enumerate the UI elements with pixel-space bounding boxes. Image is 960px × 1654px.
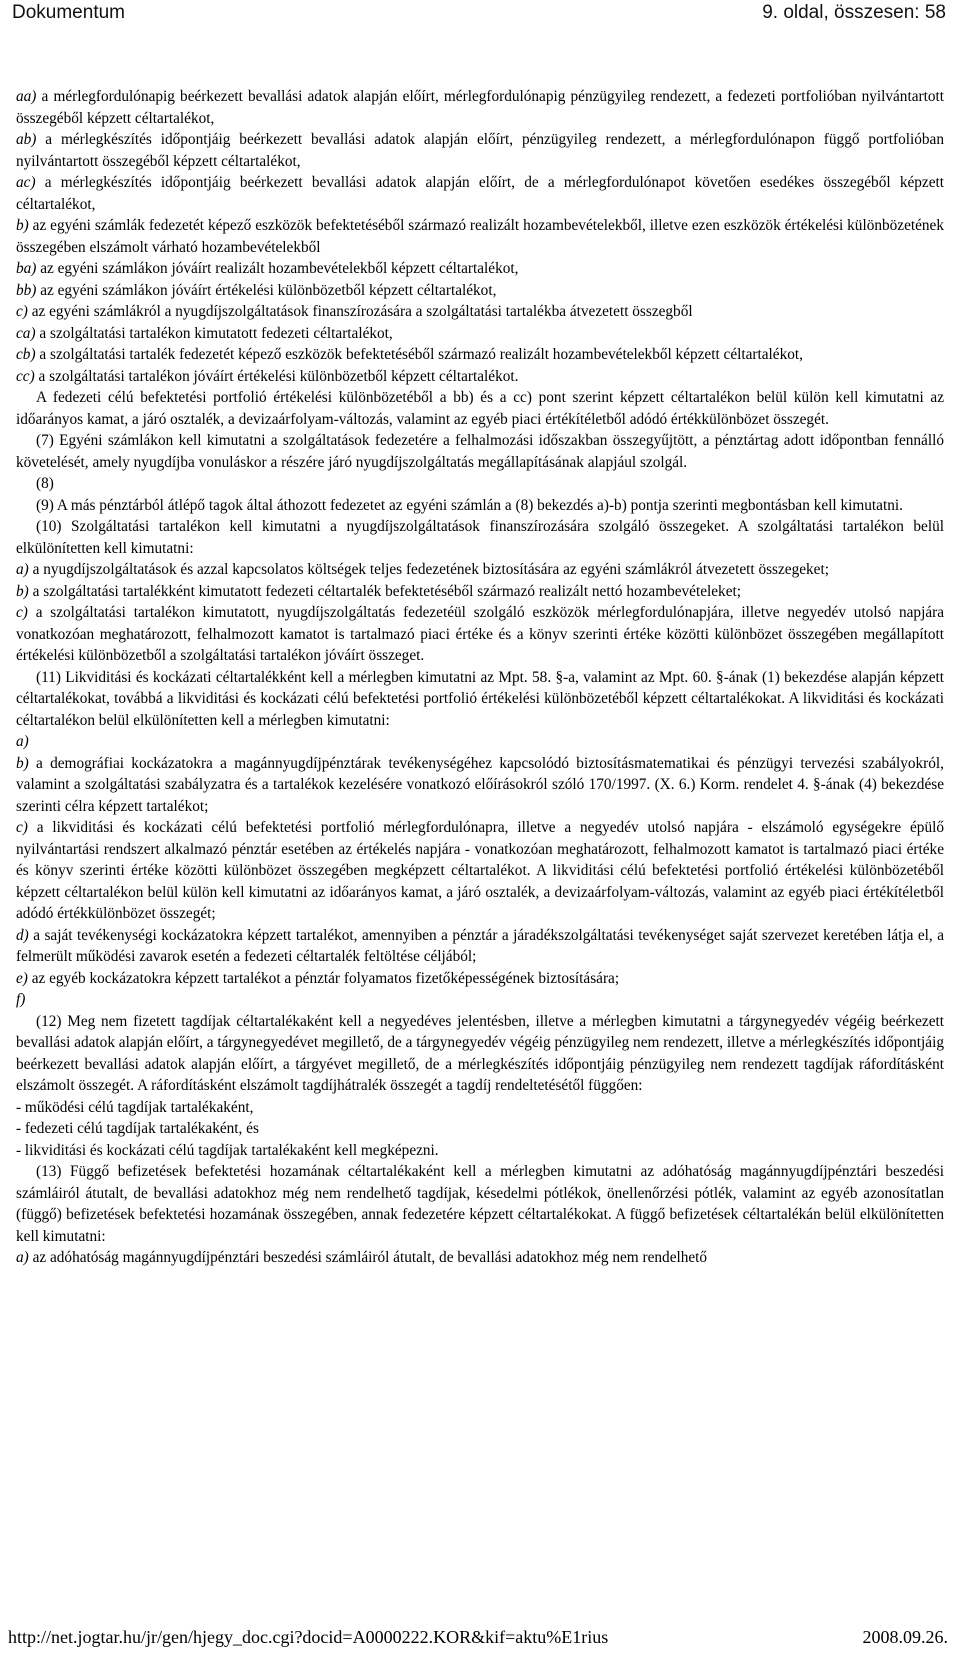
paragraph	[16, 387, 944, 430]
paragraph-text: (13) Függő befizetések befektetési hozamának céltartalékaként kell a mérlegben kimutatni az adóhatóság magánnyugdíjpénztári beszedési számláiról átutalt, de bevallási adatokhoz még nem rendelhető tagdíjak, késedelmi pótlékok, önellenőrzési pótlék, valamint az egyéb azonosítatlan (függő) befizetések befektetési hozamának összegében, annak fedezetére képzett céltartalékokat. A függő befizetések céltartalékán belül elkülönítetten kell kimutatni:	[16, 1163, 944, 1245]
paragraph	[16, 1140, 944, 1162]
paragraph	[16, 1118, 944, 1140]
paragraph	[16, 86, 944, 129]
paragraph	[16, 516, 944, 559]
paragraph	[16, 129, 944, 172]
paragraph-text: a mérlegfordulónapig beérkezett bevallási adatok alapján előírt, mérlegfordulónapig pénzügyileg rendezett, a fedezeti portfolióban nyilvántartott összegéből képzett céltartalékot,	[16, 88, 944, 127]
paragraph	[16, 258, 944, 280]
paragraph	[16, 731, 944, 753]
paragraph-marker: a)	[16, 561, 29, 578]
paragraph	[16, 495, 944, 517]
paragraph-text: a szolgáltatási tartalékon kimutatott fedezeti céltartalékot,	[35, 324, 393, 342]
paragraph-text: (9) A más pénztárból átlépő tagok által áthozott fedezetet az egyéni számlán a (8) bekezdés a)-b) pontja szerinti megbontásban kell kimutatni.	[36, 496, 903, 514]
paragraph	[16, 430, 944, 473]
paragraph	[16, 366, 944, 388]
paragraph-text: a mérlegkészítés időpontjáig beérkezett bevallási adatok alapján előírt, pénzügyileg rendezett, a mérlegfordulónapon függő portfolióban nyilvántartott összegéből képzett céltartalékot,	[16, 131, 944, 170]
paragraph-marker: a)	[16, 1249, 29, 1266]
paragraph	[16, 1247, 944, 1269]
source-url[interactable]: http://net.jogtar.hu/jr/gen/hjegy_doc.cgi?docid=A0000222.KOR&kif=aktu%E1rius	[8, 1627, 609, 1647]
paragraph-text: az egyéni számlákról a nyugdíjszolgáltatások finanszírozására a szolgáltatási tartalékba átvezetett összegből	[27, 303, 693, 320]
document-label: Dokumentum	[12, 2, 125, 23]
paragraph	[16, 301, 944, 323]
paragraph-marker: aa)	[16, 88, 37, 105]
page-counter: 9. oldal, összesen: 58	[762, 2, 946, 23]
paragraph-marker: b)	[16, 217, 29, 234]
paragraph-text: a demográfiai kockázatokra a magánnyugdíjpénztárak tevékenységéhez kapcsolódó biztosításmatematikai és pénzügyi tervezési szabályokról, valamint a szolgáltatási szabályzatra és a tartalékok kezelésére vonatkozó előírásokról szóló 170/1997. (X. 6.) Korm. rendelet 4. §-ának (4) bekezdése szerinti célra képzett tartalékot;	[16, 754, 944, 815]
paragraph	[16, 215, 944, 258]
paragraph	[16, 925, 944, 968]
paragraph	[16, 581, 944, 603]
paragraph-text: A fedezeti célú befektetési portfolió értékelési különbözetéből a bb) és a cc) pont szerint képzett céltartalékon belül külön kell kimutatni az időarányos kamat, a járó osztalék, a devizaárfolyam-változás, valamint az egyéb piaci értékítéletből adódó értékkülönbözet összegét.	[16, 389, 944, 428]
paragraph	[16, 323, 944, 345]
paragraph-text: (11) Likviditási és kockázati céltartalékként kell a mérlegben kimutatni az Mpt. 58. §-a, valamint az Mpt. 60. §-ának (1) bekezdése alapján képzett céltartalékokat, továbbá a likviditási és kockázati célú befektetési portfolió értékelési különbözetéből képzett céltartalékokat. A likviditási és kockázati céltartalékon belül elkülönítetten kell a mérlegben kimutatni:	[16, 668, 944, 729]
paragraph-text: - fedezeti célú tagdíjak tartalékaként, és	[16, 1120, 259, 1137]
paragraph	[16, 753, 944, 818]
paragraph-marker: bb)	[16, 281, 37, 299]
paragraph-marker: c)	[16, 303, 28, 320]
paragraph-marker: c)	[16, 819, 28, 836]
paragraph-text: (7) Egyéni számlákon kell kimutatni a szolgáltatások fedezetére a felhalmozási időszakban összegyűjtött, a pénztártag adott időpontban fennálló követelését, amely nyugdíjba vonuláskor a részére járó nyugdíjszolgáltatás megállapításának alapjául szolgál.	[16, 432, 944, 471]
paragraph-text: a likviditási és kockázati célú befektetési portfolió mérlegfordulónapra, illetve a negyedév utolsó napjára - elszámoló egységekre épülő nyilvántartási rendszert alkalmazó pénztár esetében az értékelés napjára - vonatkozóan meghatározott, felhalmozott kamatot is tartalmazó piaci értéke és könyv szerinti értéke közötti különbözet összegében megképzett céltartalékot. A likviditási célú befektetési portfolió értékelési különbözetéből képzett céltartalékon belül külön kell kimutatni az időarányos kamat, a járó osztalék, a devizaárfolyam-változás, valamint az egyéb piaci értékítéletből adódó értékkülönbözet összegét;	[16, 819, 944, 922]
paragraph	[16, 989, 944, 1011]
paragraph-text: (8)	[36, 475, 54, 492]
paragraph-text: az adóhatóság magánnyugdíjpénztári beszedési számláiról átutalt, de bevallási adatokhoz még nem rendelhető	[28, 1249, 708, 1266]
paragraph-marker: f)	[16, 991, 26, 1008]
paragraph-marker: e)	[16, 969, 28, 987]
paragraph-marker: a)	[16, 733, 29, 750]
paragraph	[16, 172, 944, 215]
paragraph-text: - működési célú tagdíjak tartalékaként,	[16, 1098, 254, 1116]
paragraph-text: az egyéni számlákon jóváírt realizált hozambevételekből képzett céltartalékot,	[36, 260, 519, 277]
paragraph	[16, 559, 944, 581]
paragraph	[16, 473, 944, 495]
paragraph	[16, 667, 944, 732]
paragraph	[16, 1161, 944, 1247]
paragraph-text: a saját tevékenységi kockázatokra képzett tartalékot, amennyiben a pénztár a járadékszolgáltatási tevékenységet saját szervezet keretében látja el, a felmerült működési zavarok esetén a fedezeti céltartalék feltöltése céljából;	[16, 926, 944, 965]
paragraph-marker: cb)	[16, 346, 36, 363]
paragraph	[16, 280, 944, 302]
paragraph-text: (10) Szolgáltatási tartalékon kell kimutatni a nyugdíjszolgáltatások finanszírozására szolgáló összegeket. A szolgáltatási tartalékon belül elkülönítetten kell kimutatni:	[16, 518, 944, 557]
page-footer	[8, 1627, 948, 1653]
paragraph	[16, 1097, 944, 1119]
paragraph-text: a szolgáltatási tartalék fedezetét képező eszközök befektetéséből származó realizált hozambevételekből képzett céltartalékot,	[35, 346, 803, 363]
paragraph	[16, 968, 944, 990]
paragraph-marker: c)	[16, 604, 28, 621]
page-header	[0, 0, 960, 30]
paragraph-marker: d)	[16, 926, 29, 944]
paragraph-text: (12) Meg nem fizetett tagdíjak céltartalékaként kell a negyedéves jelentésben, illetve a mérlegben kimutatni a tárgynegyedév végéig beérkezett bevallási adatok alapján előírt, a tárgynegyedévet megillető, de a tárgynegyedév végéig pénzügyileg nem rendezett, illetve a mérlegkészítés időpontjáig beérkezett bevallási adatok alapján előírt, a tárgyévet megillető, de a mérlegkészítés időpontjáig pénzügyileg nem rendezett tagdíjak ráfordításként elszámolt összegét. A ráfordításként elszámolt tagdíjhátralék összegét a tagdíj rendeltetésétől függően:	[16, 1012, 944, 1094]
paragraph-text: a nyugdíjszolgáltatások és azzal kapcsolatos költségek teljes fedezetének biztosítására az egyéni számlákról átvezetett összegeket;	[28, 561, 829, 578]
paragraph-text: az egyéni számlák fedezetét képező eszközök befektetéséből származó realizált hozambevételekből, illetve ezen eszközök értékelési különbözetének összegében elszámolt várható hozambevételekből	[16, 217, 944, 256]
paragraph-text: a mérlegkészítés időpontjáig beérkezett bevallási adatok alapján előírt, de a mérlegfordulónapot követően esedékes összegéből képzett céltartalékot,	[16, 174, 944, 213]
paragraph-marker: ca)	[16, 324, 36, 342]
paragraph	[16, 1011, 944, 1097]
paragraph-text: a szolgáltatási tartalékon kimutatott, nyugdíjszolgáltatás fedezetéül szolgáló eszközök mérlegfordulónapjára, illetve negyedév utolsó napjára vonatkozóan meghatározott, felhalmozott kamatot is tartalmazó piaci értéke és a könyv szerinti értéke közötti különbözet összegében megállapított értékelési különbözetből a szolgáltatási tartalékon jóváírt összeget.	[16, 604, 944, 664]
paragraph-text: az egyéni számlákon jóváírt értékelési különbözetből képzett céltartalékot,	[36, 281, 497, 299]
paragraph-marker: b)	[16, 754, 29, 772]
paragraph-marker: ba)	[16, 260, 37, 277]
paragraph-marker: ab)	[16, 131, 37, 148]
paragraph-marker: ac)	[16, 174, 36, 191]
document-body	[16, 86, 944, 1269]
paragraph	[16, 602, 944, 667]
paragraph-text: a szolgáltatási tartalékként kimutatott fedezeti céltartalék befektetéséből származó realizált nettó hozambevételeket;	[28, 582, 741, 600]
paragraph	[16, 344, 944, 366]
paragraph	[16, 817, 944, 925]
paragraph-text: a szolgáltatási tartalékon jóváírt értékelési különbözetből képzett céltartalékot.	[34, 367, 519, 385]
print-date: 2008.09.26.	[862, 1627, 948, 1647]
paragraph-marker: b)	[16, 582, 29, 600]
paragraph-text: - likviditási és kockázati célú tagdíjak tartalékaként kell megképezni.	[16, 1141, 439, 1159]
paragraph-marker: cc)	[16, 367, 35, 385]
paragraph-text: az egyéb kockázatokra képzett tartalékot a pénztár folyamatos fizetőképességének biztosítására;	[27, 969, 620, 987]
